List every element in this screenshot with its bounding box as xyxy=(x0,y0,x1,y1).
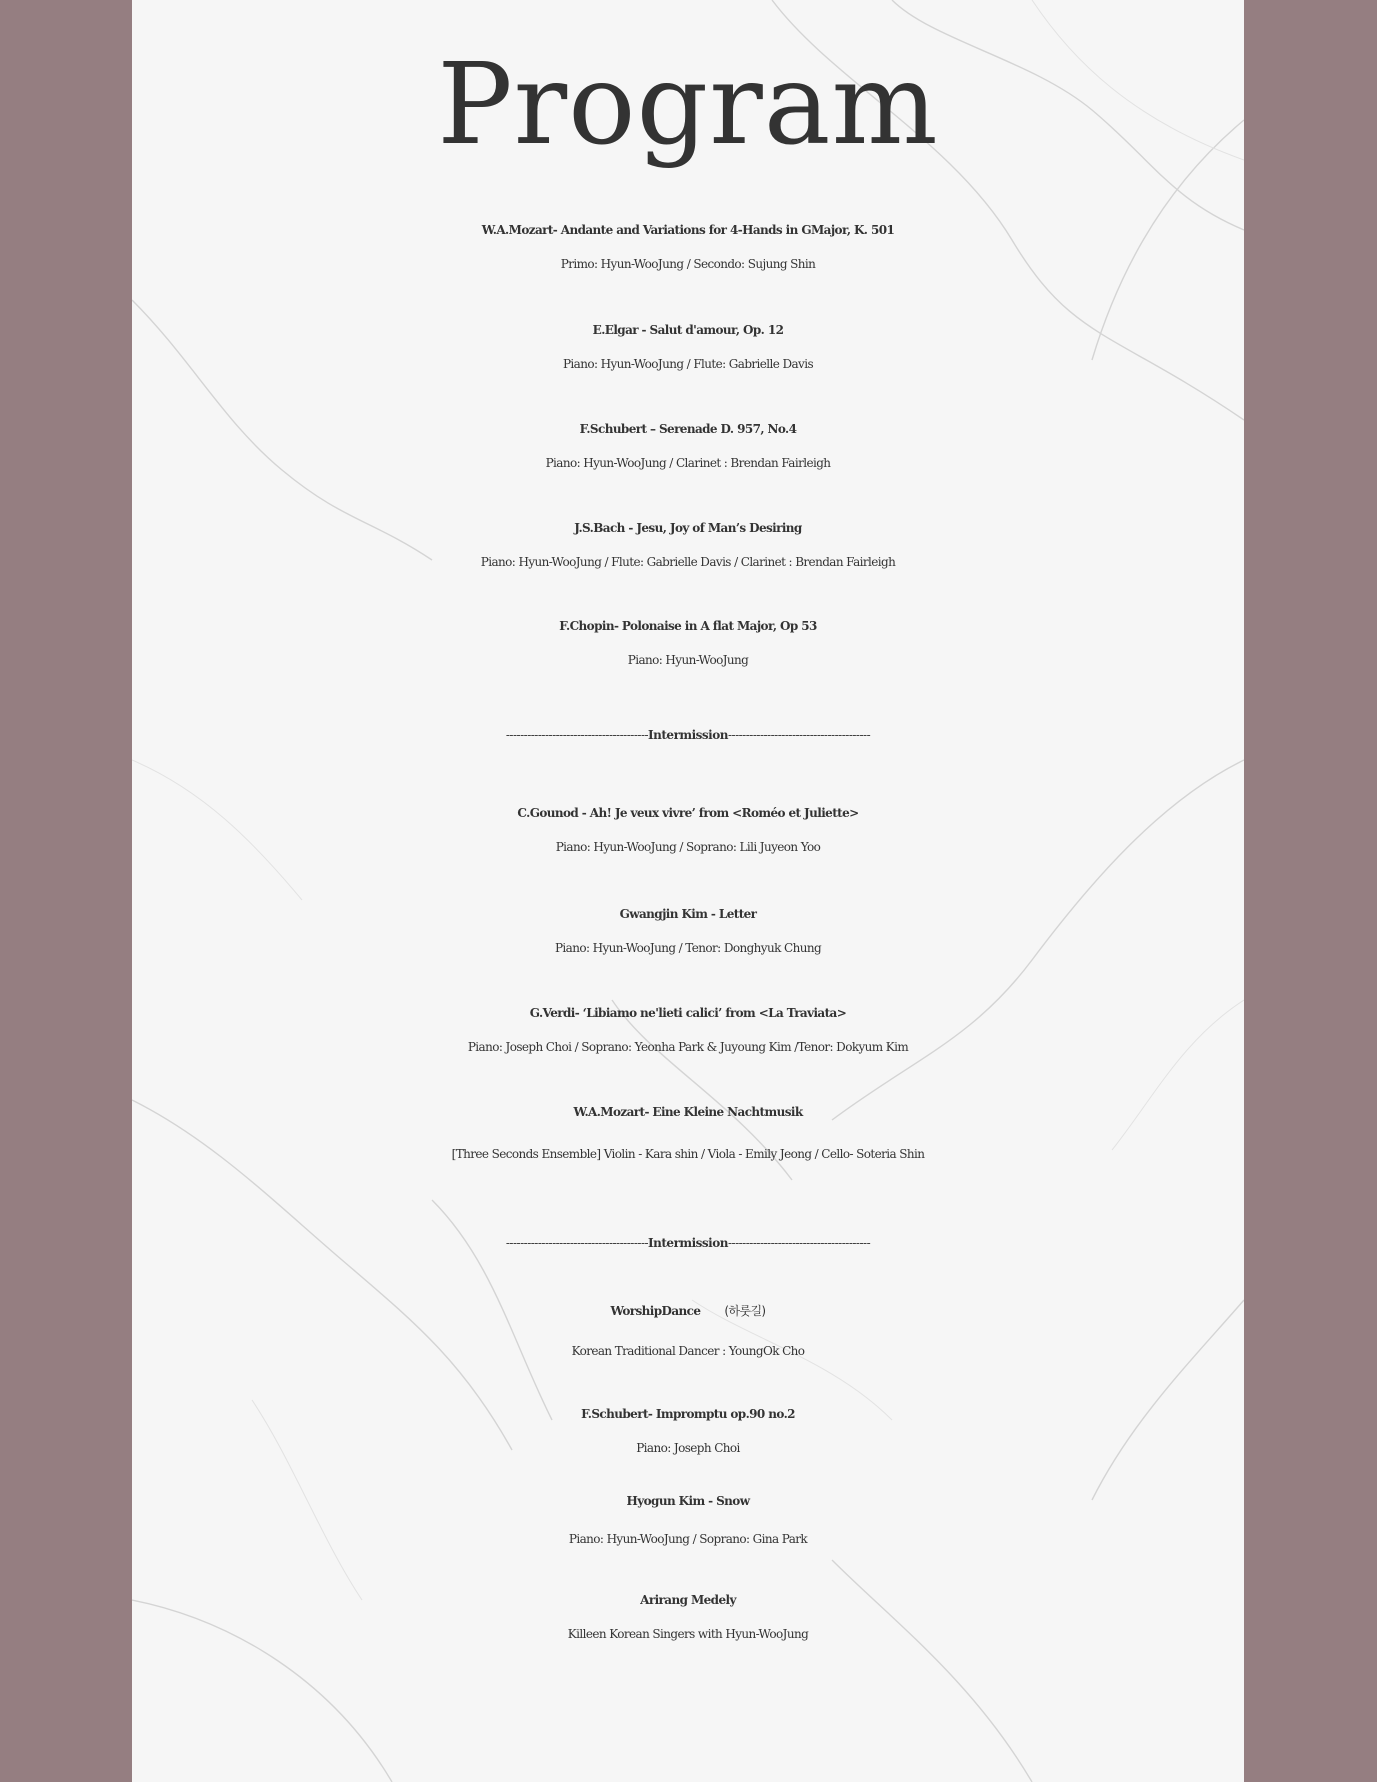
piece-title: J.S.Bach - Jesu, Joy of Man’s Desiring xyxy=(574,521,802,535)
piece-title: F.Chopin- Polonaise in A flat Major, Op 53 xyxy=(559,619,817,633)
intermission-label: Intermission xyxy=(648,1236,728,1250)
program-item xyxy=(132,410,1244,478)
piece-title: Hyogun Kim - Snow xyxy=(626,1494,750,1508)
program-item xyxy=(132,1482,1244,1554)
piece-title: F.Schubert – Serenade D. 957, No.4 xyxy=(579,422,797,436)
divider-dashes: ---------------------------------------- xyxy=(505,728,649,742)
performers: Piano: Hyun-WooJung xyxy=(627,653,749,667)
divider-dashes: ---------------------------------------- xyxy=(505,1236,649,1250)
program-item xyxy=(132,509,1244,577)
performers: Piano: Joseph Choi / Soprano: Yeonha Park & Juyoung Kim /Tenor: Dokyum Kim xyxy=(467,1040,909,1054)
performers: [Three Seconds Ensemble] Violin - Kara shin / Viola - Emily Jeong / Cello- Soteria Shin xyxy=(451,1147,925,1161)
divider-dashes: ---------------------------------------- xyxy=(727,1236,871,1250)
piece-title: Gwangjin Kim - Letter xyxy=(619,907,757,921)
performers: Piano: Hyun-WooJung / Flute: Gabrielle Davis / Clarinet : Brendan Fairleigh xyxy=(480,555,896,569)
performers: Piano: Hyun-WooJung / Soprano: Gina Park xyxy=(568,1532,808,1546)
program-item xyxy=(132,311,1244,379)
program-item xyxy=(132,607,1244,675)
program-item xyxy=(132,1093,1244,1169)
page-title: Program xyxy=(437,40,939,170)
performers: Piano: Hyun-WooJung / Tenor: Donghyuk Chung xyxy=(554,941,822,955)
program-item xyxy=(132,994,1244,1062)
performers: Piano: Hyun-WooJung / Soprano: Lili Juyeon Yoo xyxy=(555,840,821,854)
piece-title xyxy=(132,1292,1244,1330)
program-item xyxy=(132,1581,1244,1649)
intermission-label: Intermission xyxy=(648,728,728,742)
performers: Piano: Joseph Choi xyxy=(636,1441,740,1455)
piece-title: G.Verdi- ‘Libiamo ne'lieti calici’ from <La Traviata> xyxy=(529,1006,847,1020)
program-item xyxy=(132,1395,1244,1463)
piece-title: Arirang Medely xyxy=(640,1593,736,1607)
program-item xyxy=(132,794,1244,862)
intermission-divider xyxy=(132,1226,1244,1260)
piece-title: W.A.Mozart- Andante and Variations for 4-Hands in GMajor, K. 501 xyxy=(481,223,895,237)
program-item xyxy=(132,1292,1244,1366)
program-item xyxy=(132,211,1244,279)
piece-title-korean: (하룻길) xyxy=(724,1304,766,1318)
performers: Piano: Hyun-WooJung / Clarinet : Brendan Fairleigh xyxy=(545,456,831,470)
program-sheet xyxy=(132,0,1244,1782)
intermission-divider xyxy=(132,718,1244,752)
piece-title: C.Gounod - Ah! Je veux vivre’ from <Roméo et Juliette> xyxy=(517,806,859,820)
performers: Piano: Hyun-WooJung / Flute: Gabrielle Davis xyxy=(562,357,814,371)
piece-title: F.Schubert- Impromptu op.90 no.2 xyxy=(581,1407,795,1421)
program-item xyxy=(132,895,1244,963)
performers: Primo: Hyun-WooJung / Secondo: Sujung Shin xyxy=(560,257,816,271)
performers: Killeen Korean Singers with Hyun-WooJung xyxy=(567,1627,809,1641)
piece-title: W.A.Mozart- Eine Kleine Nachtmusik xyxy=(573,1105,803,1119)
piece-title: E.Elgar - Salut d'amour, Op. 12 xyxy=(592,323,784,337)
divider-dashes: ---------------------------------------- xyxy=(727,728,871,742)
performers: Korean Traditional Dancer : YoungOk Cho xyxy=(571,1344,805,1358)
piece-title-text: WorshipDance xyxy=(610,1304,701,1318)
